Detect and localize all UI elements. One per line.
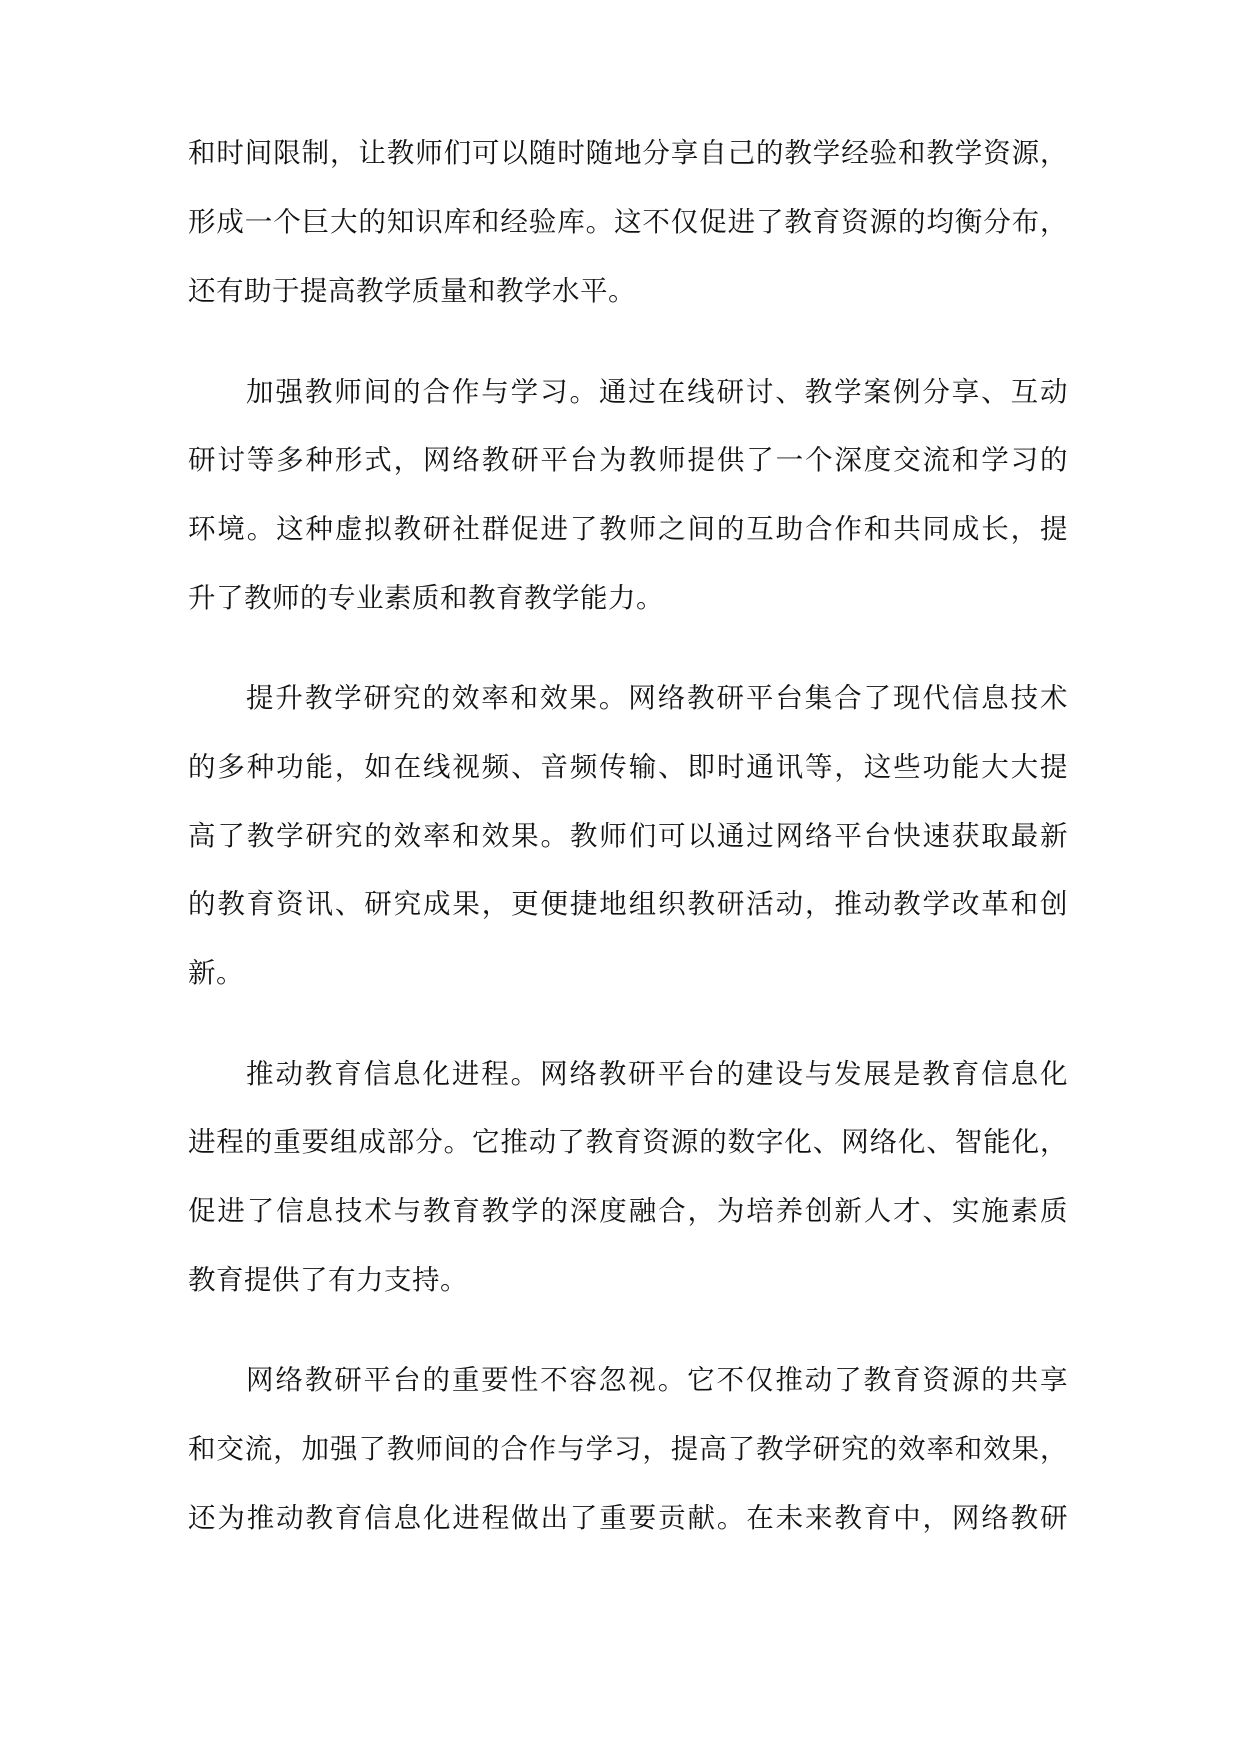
text-line: 推动教育信息化进程。网络教研平台的建设与发展是教育信息化 xyxy=(246,1058,1068,1090)
text-line: 环境。这种虚拟教研社群促进了教师之间的互助合作和共同成长，提 xyxy=(188,513,1068,545)
text-line: 提升教学研究的效率和效果。网络教研平台集合了现代信息技术 xyxy=(246,682,1068,714)
text-line: 的教育资讯、研究成果，更便捷地组织教研活动，推动教学改革和创 xyxy=(188,888,1068,920)
text-line: 新。 xyxy=(188,957,244,989)
text-line: 网络教研平台的重要性不容忽视。它不仅推动了教育资源的共享 xyxy=(246,1364,1068,1396)
text-line: 的多种功能，如在线视频、音频传输、即时通讯等，这些功能大大提 xyxy=(188,751,1068,783)
text-line: 高了教学研究的效率和效果。教师们可以通过网络平台快速获取最新 xyxy=(188,820,1068,852)
text-line: 促进了信息技术与教育教学的深度融合，为培养创新人才、实施素质 xyxy=(188,1195,1068,1227)
text-line: 研讨等多种形式，网络教研平台为教师提供了一个深度交流和学习的 xyxy=(188,444,1068,476)
text-line: 还为推动教育信息化进程做出了重要贡献。在未来教育中，网络教研 xyxy=(188,1502,1068,1534)
text-line: 还有助于提高教学质量和教学水平。 xyxy=(188,275,636,307)
text-line: 形成一个巨大的知识库和经验库。这不仅促进了教育资源的均衡分布， xyxy=(188,206,1068,238)
text-line: 和时间限制，让教师们可以随时随地分享自己的教学经验和教学资源， xyxy=(188,137,1068,169)
text-line: 升了教师的专业素质和教育教学能力。 xyxy=(188,582,664,614)
text-line: 和交流，加强了教师间的合作与学习，提高了教学研究的效率和效果， xyxy=(188,1433,1068,1465)
text-line: 教育提供了有力支持。 xyxy=(188,1264,468,1296)
text-line: 加强教师间的合作与学习。通过在线研讨、教学案例分享、互动 xyxy=(246,376,1068,408)
text-line: 进程的重要组成部分。它推动了教育资源的数字化、网络化、智能化， xyxy=(188,1126,1068,1158)
